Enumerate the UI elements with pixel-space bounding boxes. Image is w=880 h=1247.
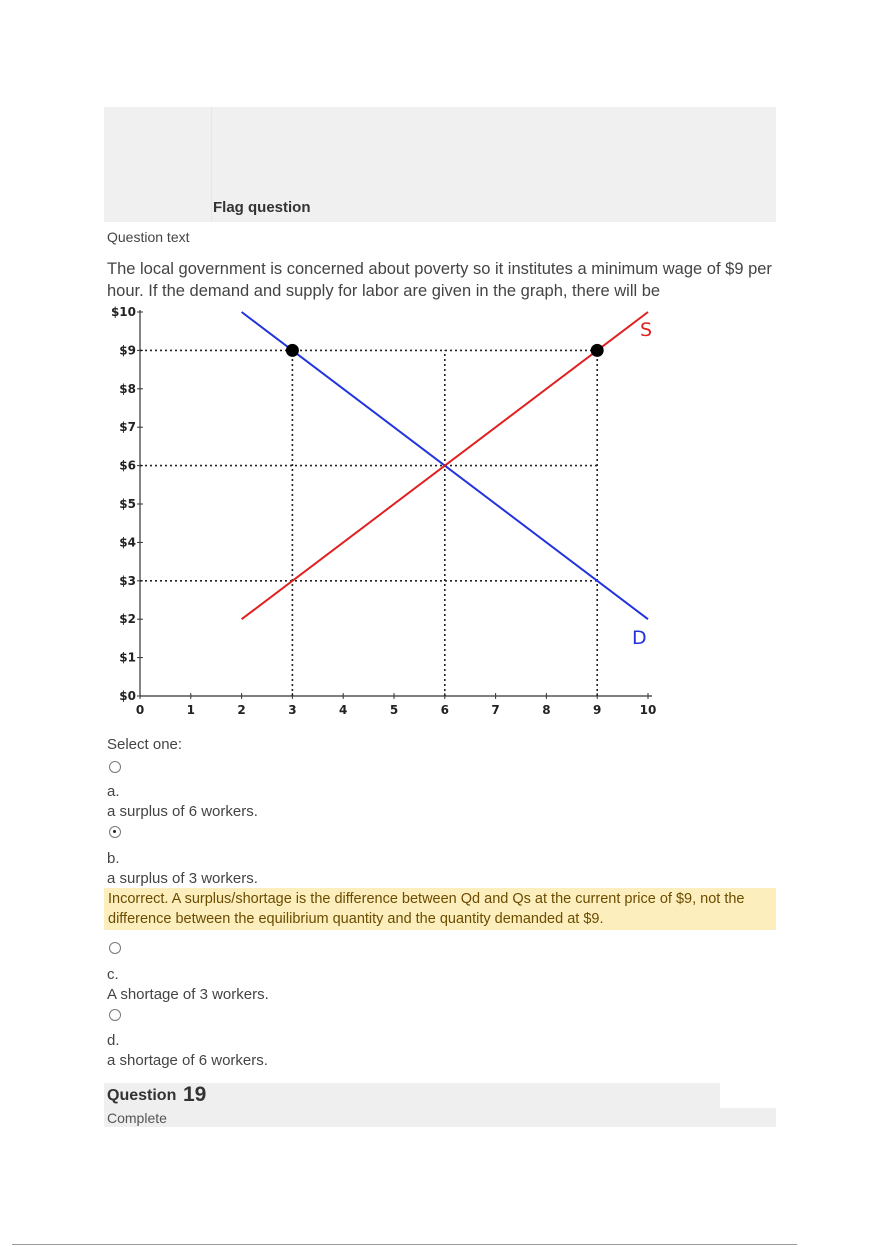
question-body: The local government is concerned about poverty so it institutes a minimum wage of $9 per hour. If the demand and supply for labor are given in the graph, there will be <box>107 260 772 300</box>
point-2 <box>591 344 604 357</box>
radio-option-b[interactable] <box>109 826 121 838</box>
y-tick-label-5: $5 <box>119 497 136 511</box>
flag-question-link[interactable]: Flag question <box>213 199 311 216</box>
x-tick-label-6: 6 <box>440 703 449 717</box>
next-question-header-strip <box>104 1108 776 1127</box>
demand-label: D <box>632 627 647 650</box>
select-one-label: Select one: <box>107 736 183 753</box>
question-info-box <box>104 107 776 222</box>
page-bottom-rule <box>12 1244 797 1245</box>
x-tick-label-9: 9 <box>593 703 602 717</box>
y-tick-label-9: $9 <box>119 343 136 358</box>
answer-feedback: Incorrect. A surplus/shortage is the difference between Qd and Qs at the current price of $9, not the difference between the equilibrium quantity and the quantity demanded at $9. <box>104 888 776 930</box>
x-tick-label-4: 4 <box>339 703 348 717</box>
y-tick-label-0: $0 <box>119 689 136 703</box>
radio-option-a[interactable] <box>109 761 121 773</box>
option-d-letter: d. <box>107 1032 120 1049</box>
y-tick-label-1: $1 <box>119 650 136 665</box>
option-c-text[interactable]: A shortage of 3 workers. <box>107 986 269 1003</box>
option-b-text[interactable]: a surplus of 3 workers. <box>107 870 258 887</box>
x-tick-label-2: 2 <box>237 703 246 717</box>
x-tick-label-5: 5 <box>389 703 399 717</box>
x-tick-label-0: 0 <box>135 703 145 717</box>
question-text-label: Question text <box>107 229 190 245</box>
y-tick-label-7: $7 <box>119 420 136 435</box>
y-tick-label-6: $6 <box>119 458 136 473</box>
radio-option-d[interactable] <box>109 1009 121 1021</box>
x-tick-label-7: 7 <box>491 703 500 717</box>
y-tick-label-10: $10 <box>110 305 136 319</box>
x-tick-label-10: 10 <box>639 703 657 717</box>
info-divider <box>211 107 212 222</box>
y-tick-label-3: $3 <box>119 573 136 588</box>
y-tick-label-2: $2 <box>119 612 136 627</box>
point-1 <box>286 344 299 357</box>
option-b-letter: b. <box>107 850 120 867</box>
question-status: Complete <box>107 1110 167 1126</box>
radio-option-c[interactable] <box>109 942 121 954</box>
question-label: Question <box>107 1087 177 1104</box>
x-tick-label-1: 1 <box>186 703 195 717</box>
supply-label: S <box>640 319 653 341</box>
x-tick-label-8: 8 <box>542 703 551 717</box>
y-tick-label-8: $8 <box>119 381 136 396</box>
y-tick-label-4: $4 <box>119 535 136 550</box>
option-c-letter: c. <box>107 966 119 983</box>
option-a-letter: a. <box>107 783 120 800</box>
option-d-text[interactable]: a shortage of 6 workers. <box>107 1052 268 1069</box>
x-tick-label-3: 3 <box>288 703 297 717</box>
option-a-text[interactable]: a surplus of 6 workers. <box>107 803 258 820</box>
labor-market-chart <box>105 303 665 723</box>
question-number: 19 <box>183 1083 207 1106</box>
